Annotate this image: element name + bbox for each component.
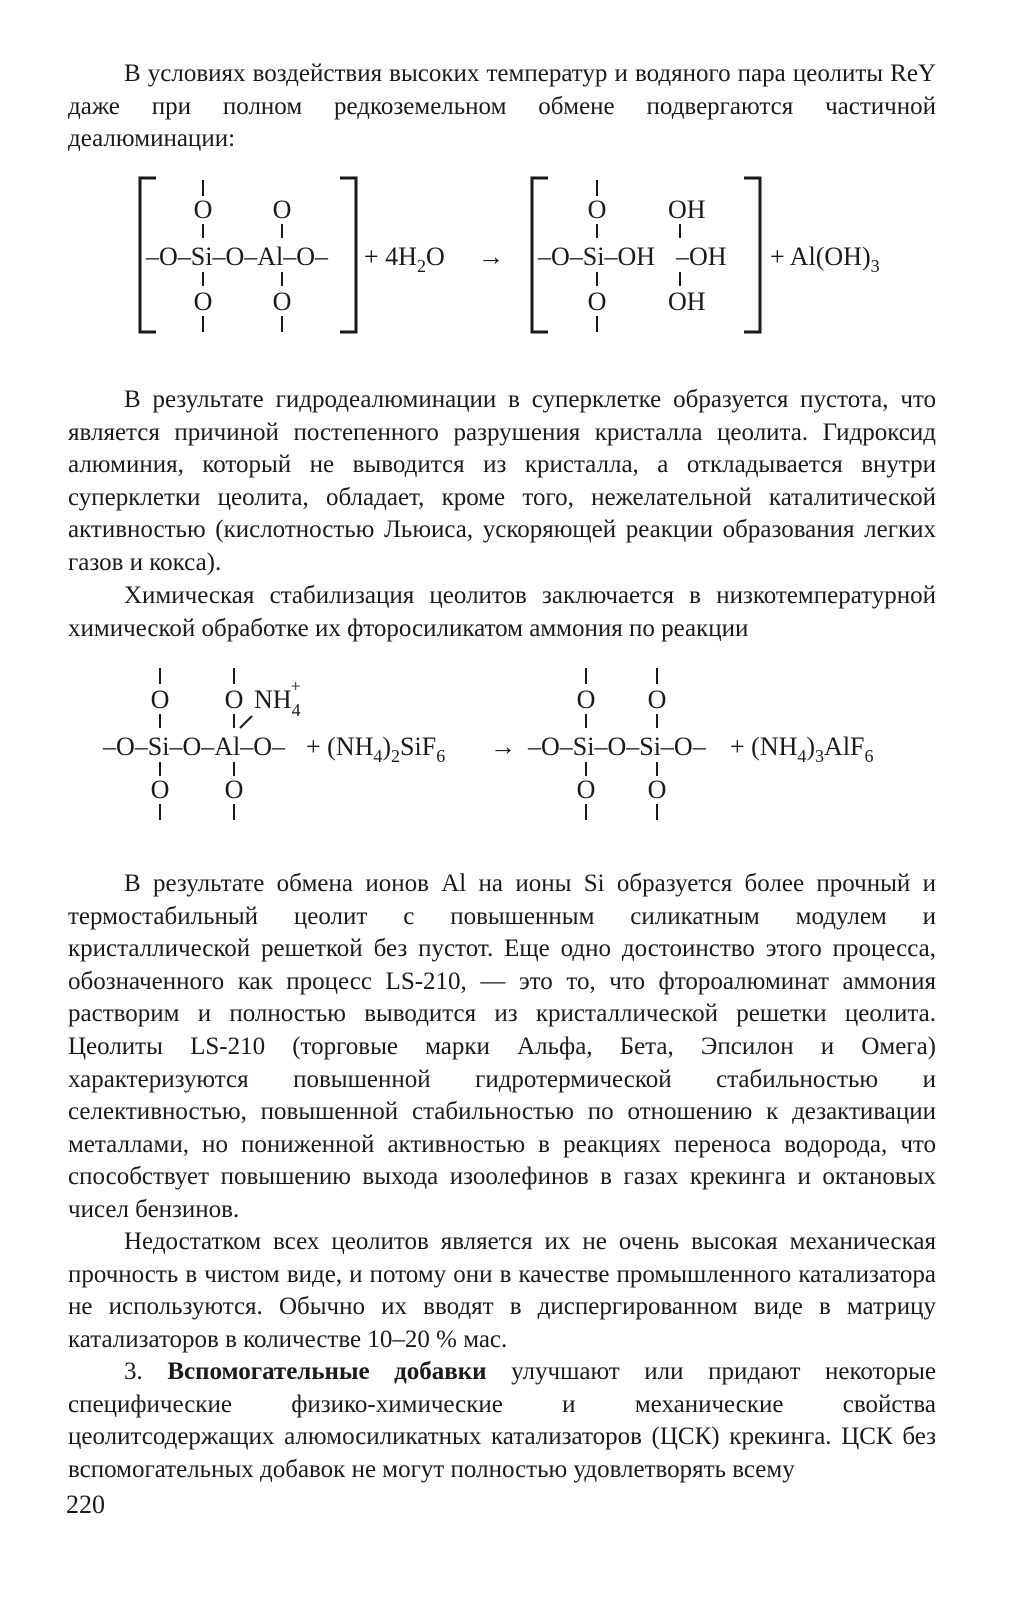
group-oh: –OH (676, 242, 727, 271)
group-oh: OH (668, 195, 706, 224)
atom-o: O (587, 287, 607, 316)
paragraph-4 (68, 868, 936, 1227)
bold-term: Вспомогательные добавки (167, 1358, 487, 1385)
atom-o: O (647, 685, 667, 714)
right-chain: –O–Si–OH (538, 242, 656, 271)
atom-o: O (193, 287, 213, 316)
left-close-bracket (340, 178, 356, 332)
atom-o: O (587, 195, 607, 224)
list-number: 3. (124, 1358, 143, 1385)
atom-o: O (224, 685, 244, 714)
paragraph-5 (68, 1226, 936, 1356)
reagent-fluorosilicate: + $(NH_4)_2SiF_6$ (306, 732, 446, 766)
paragraph-1-text: В условиях воздействия высоких температур и водяного пара цеолиты ReY даже при полном редкоземельном обмене подвергаются частичной деалюминации: (68, 60, 936, 153)
atom-o: O (576, 685, 596, 714)
atom-o: O (576, 775, 596, 804)
atom-o: O (193, 195, 213, 224)
atom-o: O (272, 287, 292, 316)
ammonium-ion: $NH_4+$ (254, 676, 301, 720)
paragraph-2-text: В результате гидродеалюминации в суперклетке образуется пустота, что является причиной постепенного разрушения кристалла цеолита. Гидроксид алюминия, который не выводится из кристалла, а откладывается внутри суперклетки цеолита, обладает, кроме того, нежелательной каталитической активностью (кислотностью Льюиса, ускоряющей реакции образования легких газов и кокса). (68, 386, 936, 576)
equation-dealumination (0, 170, 1019, 345)
product-aloh3: + $Al(OH)_3$ (770, 242, 880, 276)
atom-o: O (272, 195, 292, 224)
group-oh: OH (668, 287, 706, 316)
equation-fluorosilicate (0, 660, 1019, 830)
atom-o: O (224, 775, 244, 804)
paragraph-3-text: Химическая стабилизация цеолитов заключается в низкотемпературной химической обработке их фторосиликатом аммония по реакции (68, 582, 936, 642)
product-fluoroaluminate: + $(NH_4)_3AlF_6$ (730, 732, 874, 766)
right-chain: –O–Si–O–Si–O– (528, 732, 706, 761)
atom-o: O (150, 685, 170, 714)
paragraph-5-text: Недостатком всех цеолитов является их не очень высокая механическая прочность в чистом виде, и потому они в качестве промышленного катализатора не используются. Обычно их вводят в диспергированном виде в матрицу катализаторов в количестве 10–20 % мас. (68, 1228, 936, 1353)
paragraph-6-text: улучшают или придают некоторые специфические физико-химические и механические свойства цеолитсодержащих алюмосиликатных катализаторов (ЦСК) крекинга. ЦСК без вспомогательных добавок не могут полностью удовлетворять всему (68, 1358, 936, 1483)
page-number: 220 (66, 1490, 105, 1519)
paragraph-3 (68, 580, 936, 645)
paragraph-6 (68, 1356, 936, 1486)
left-chain: –O–Si–O–Al–O– (146, 242, 329, 271)
left-chain: –O–Si–O–Al–O– (103, 732, 286, 761)
paragraph-1 (68, 58, 936, 156)
atom-o: O (150, 775, 170, 804)
equation-dealumination-svg (0, 170, 1019, 345)
paragraph-2 (68, 384, 936, 580)
reaction-arrow: → (490, 732, 516, 761)
paragraph-4-text: В результате обмена ионов Al на ионы Si образуется более прочный и термостабильный цеолит с повышенным силикатным модулем и кристаллической решеткой без пустот. Еще одно достоинство этого процесса, обозначенного как процесс LS-210, — это то, что фтороалюминат аммония растворим и полностью выводится из кристаллической решетки цеолита. Цеолиты LS-210 (торговые марки Альфа, Бета, Эпсилон и Омега) характеризуются повышенной гидротермической стабильностью и селективностью, повышенной стабильностью по отношению к дезактивации металлами, но пониженной активностью в реакциях переноса водорода, что способствует повышению выхода изоолефинов в газах крекинга и октановых чисел бензинов. (68, 870, 936, 1223)
bond-line (240, 716, 252, 728)
atom-o: O (647, 775, 667, 804)
water-term: + $4H_2O$ (364, 242, 445, 276)
right-close-bracket (744, 178, 760, 332)
equation-fluorosilicate-svg (0, 660, 1019, 830)
reaction-arrow: → (478, 242, 504, 271)
